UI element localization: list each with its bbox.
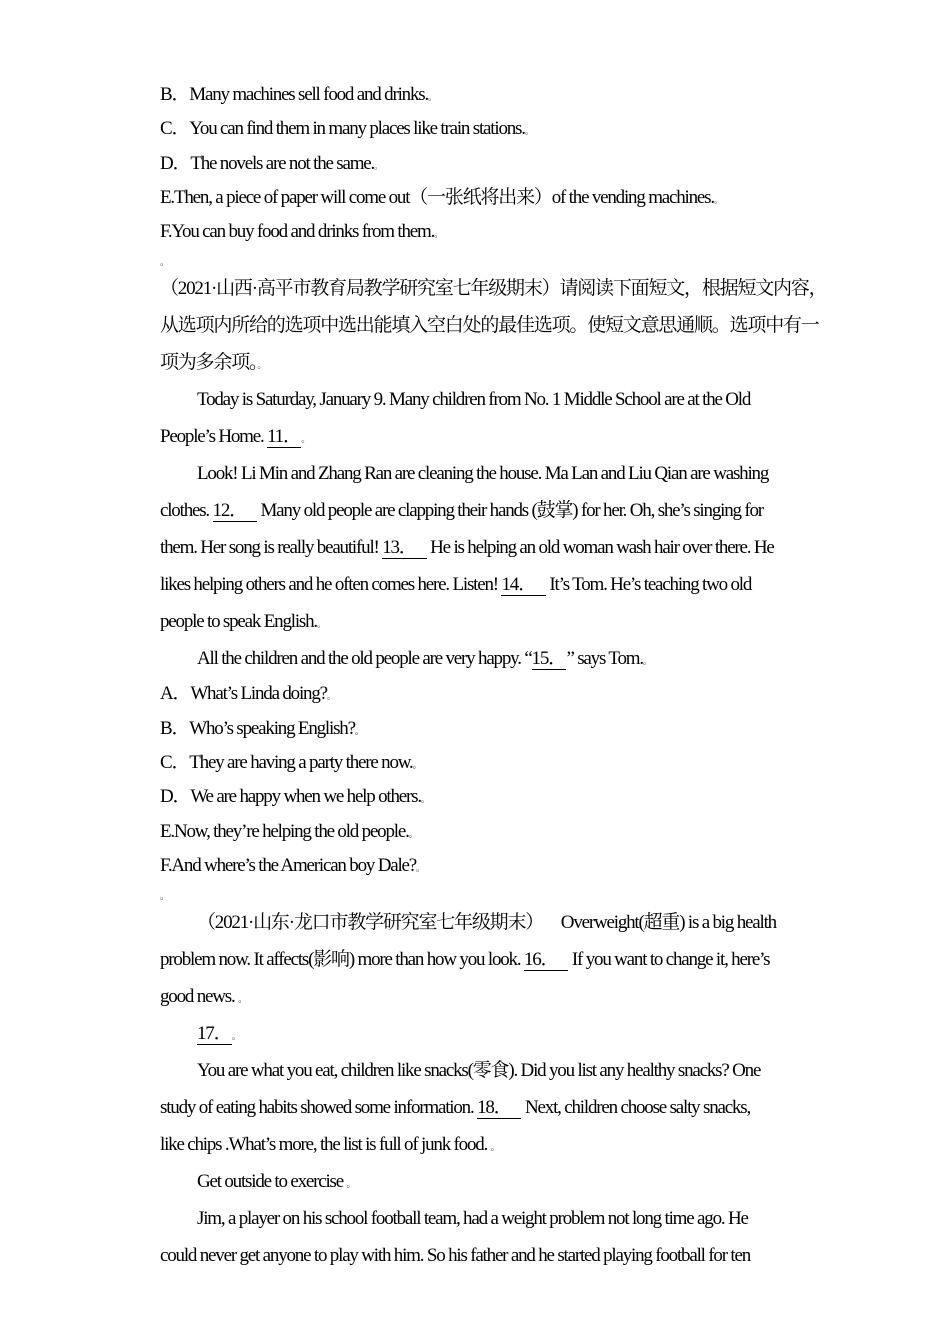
paragraph-end-mark: 。: [434, 229, 444, 240]
paragraph-end-mark: 。: [231, 1031, 241, 1042]
option-c-party: [160, 746, 820, 780]
passage2-line-5: [160, 1052, 820, 1089]
passage1-line-1: [160, 381, 820, 418]
text-segment: 从选项内所给的选项中选出能填入空白处的最佳选项。使短文意思通顺。选项中有一: [160, 315, 819, 337]
text-segment: E.Now, they’re helping the old people.: [160, 820, 409, 842]
text-segment: If you want to change it, here’s: [568, 949, 770, 971]
passage2-header-line: [160, 904, 820, 941]
passage2-line-3: [160, 978, 820, 1015]
paragraph-end-mark: 。: [346, 1179, 356, 1190]
paragraph-end-mark: 。: [713, 194, 723, 205]
text-segment: C．They are having a party there now.: [160, 752, 413, 774]
paragraph-end-mark: 。: [420, 794, 430, 805]
text-segment: E.Then, a piece of paper will come out（一张纸将出来）of the vending machines.: [160, 186, 714, 208]
blank-16: 16．: [524, 949, 568, 971]
option-top-d: [160, 147, 820, 181]
passage1-line-6: [160, 566, 820, 603]
paragraph-end-mark: 。: [524, 126, 534, 137]
paragraph-end-mark: 。: [408, 828, 418, 839]
text-segment: Today is Saturday, January 9. Many children from No. 1 Middle School are at the Old: [197, 389, 751, 411]
option-d-happy: [160, 780, 820, 814]
option-e-helping: [160, 815, 820, 849]
blank-14: 14．: [501, 574, 545, 596]
text-segment: could never get anyone to play with him. So his father and he started playing football for ten: [160, 1245, 751, 1267]
blank-17: 17．: [197, 1023, 232, 1045]
passage1-line-4: [160, 492, 820, 529]
option-f-dale: [160, 849, 820, 883]
passage2-line-7: [160, 1126, 820, 1163]
text-segment: F.And where’s the American boy Dale?: [160, 854, 417, 876]
paragraph-end-mark: 。: [412, 760, 422, 771]
text-segment: （2021·山西·高平市教育局教学研究室七年级期末）请阅读下面短文，根据短文内容，: [160, 278, 827, 300]
text-segment: Look! Li Min and Zhang Ran are cleaning the house. Ma Lan and Liu Qian are washing: [197, 463, 769, 485]
paragraph-end-mark: 。: [301, 434, 311, 445]
text-segment: A．What’s Linda doing?: [160, 683, 327, 705]
paragraph-end-mark: 。: [316, 619, 326, 630]
instruction-shanxi-line-1: [160, 270, 827, 307]
paragraph-end-mark: 。: [160, 257, 170, 268]
text-segment: people to speak English.: [160, 611, 317, 633]
passage1-line-2: [160, 418, 820, 455]
text-segment: You are what you eat, children like snacks(零食). Did you list any healthy snacks? One: [197, 1060, 761, 1082]
passage1-line-7: [160, 603, 820, 640]
text-segment: People’s Home.: [160, 426, 268, 448]
text-segment: them. Her song is really beautiful!: [160, 537, 383, 559]
passage2-line-9: [160, 1200, 820, 1237]
option-top-f: [160, 215, 820, 249]
text-segment: All the children and the old people are very happy. “: [197, 648, 532, 670]
text-segment: （2021·山东·龙口市教学研究室七年级期末） Overweight(超重) is a big health: [197, 912, 776, 934]
option-top-b: [160, 78, 820, 112]
blank-15: 15．: [532, 648, 567, 670]
text-segment: B．Who’s speaking English?: [160, 717, 355, 739]
text-segment: B．Many machines sell food and drinks.: [160, 84, 428, 105]
passage2-subheading-exercise: [160, 1163, 820, 1200]
text-segment: ” says Tom.: [566, 648, 643, 670]
blank-18: 18．: [477, 1097, 521, 1119]
text-segment: good news.: [160, 986, 239, 1008]
text-segment: clothes.: [160, 500, 213, 522]
option-top-e: [160, 181, 820, 215]
paragraph-end-mark: 。: [490, 1142, 500, 1153]
paragraph-end-mark: 。: [326, 691, 336, 702]
passage2-line-2: [160, 941, 820, 978]
empty-paragraph-mark-1: [160, 249, 820, 270]
text-segment: study of eating habits showed some information.: [160, 1097, 478, 1119]
passage1-line-3: [160, 455, 820, 492]
passage1-line-5: [160, 529, 820, 566]
text-segment: D．We are happy when we help others.: [160, 786, 421, 808]
instruction-shanxi-line-2: [160, 307, 820, 344]
text-segment: problem now. It affects(影响) more than how you look.: [160, 949, 524, 971]
text-segment: He is helping an old woman wash hair over there. He: [426, 537, 774, 559]
passage2-line-6: [160, 1089, 820, 1126]
text-segment: C．You can find them in many places like train stations.: [160, 118, 525, 140]
empty-paragraph-mark-2: [160, 883, 820, 904]
text-segment: F.You can buy food and drinks from them.: [160, 221, 435, 243]
text-segment: D．The novels are not the same.: [160, 152, 375, 174]
paragraph-end-mark: 。: [642, 656, 652, 667]
text-segment: It’s Tom. He’s teaching two old: [545, 574, 752, 596]
option-top-c: [160, 112, 820, 146]
option-b-english: [160, 712, 820, 746]
text-segment: Jim, a player on his school football team, had a weight problem not long time ago. He: [197, 1208, 748, 1230]
paragraph-end-mark: 。: [374, 160, 384, 171]
option-a-linda: [160, 677, 820, 711]
passage2-blank-17-line: [160, 1015, 820, 1052]
blank-11: 11．: [267, 426, 301, 448]
text-segment: like chips .What’s more, the list is full of junk food.: [160, 1134, 491, 1156]
text-segment: Get outside to exercise: [197, 1171, 347, 1193]
text-segment: Next, children choose salty snacks,: [521, 1097, 751, 1119]
paragraph-end-mark: 。: [257, 360, 267, 371]
passage1-line-8: [160, 640, 820, 677]
passage2-line-10: [160, 1237, 820, 1274]
paragraph-end-mark: 。: [160, 891, 170, 902]
paragraph-end-mark: 。: [428, 92, 438, 102]
blank-13: 13．: [382, 537, 426, 559]
text-segment: likes helping others and he often comes here. Listen!: [160, 574, 502, 596]
text-segment: Many old people are clapping their hands (鼓掌) for her. Oh, she’s singing for: [256, 500, 763, 522]
paragraph-end-mark: 。: [354, 725, 364, 736]
paragraph-end-mark: 。: [416, 862, 426, 873]
blank-12: 12．: [213, 500, 257, 522]
text-segment: 项为多余项。: [160, 352, 258, 374]
paragraph-end-mark: 。: [238, 994, 248, 1005]
instruction-shanxi-line-3: [160, 344, 820, 381]
